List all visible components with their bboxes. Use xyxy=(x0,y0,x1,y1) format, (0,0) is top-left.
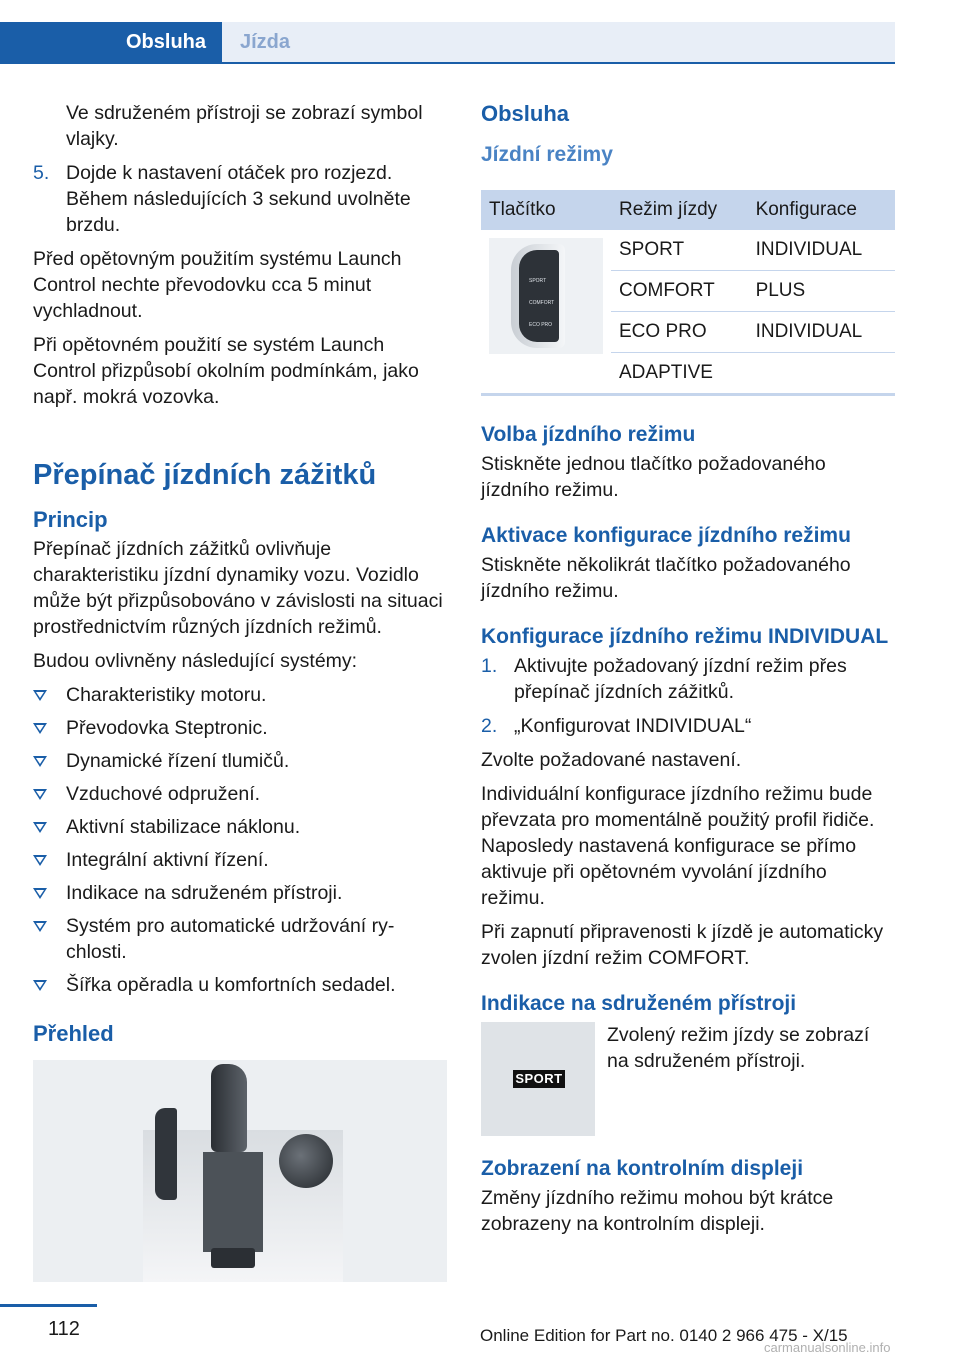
table-row: COMFORT PLUS xyxy=(481,271,895,312)
drive-mode-buttons xyxy=(155,1108,177,1200)
page-header xyxy=(0,0,895,64)
paragraph-reuse: Při opětovném použití se systém Launch Control přizpůsobí okolním podmínkám, jako např. mokrá vozovka. xyxy=(33,334,419,408)
list-item: Převodovka Steptronic. xyxy=(33,715,447,741)
indikace-text: Zvolený režim jízdy se zobrazí na sdruženém přístroji. xyxy=(607,1024,870,1072)
heading-aktivace: Aktivace konfigurace jízdního režimu xyxy=(481,524,851,547)
sport-badge: SPORT xyxy=(513,1070,565,1088)
edition-text: Online Edition for Part no. 0140 2 966 475 - X/15 xyxy=(480,1326,848,1345)
console-overview-image xyxy=(33,1060,447,1282)
table-row: ADAPTIVE xyxy=(619,362,713,383)
indikace-row xyxy=(481,1022,895,1136)
triangle-bullet-icon xyxy=(33,789,47,800)
table-row: SPORT COMFORT ECO PRO SPORT INDIVIDUAL xyxy=(481,230,895,271)
tab-obsluha[interactable]: Obsluha xyxy=(0,22,222,62)
table-header-row: Tlačítko Režim jízdy Konfigurace xyxy=(481,190,895,230)
intro-continuation: Ve sdruženém přístroji se zobrazí symbol vlajky. xyxy=(66,102,423,150)
heading-volba: Volba jízdního režimu xyxy=(481,423,696,446)
paragraph-cooldown: Před opětovným použitím systému Launch Control nechte převodovku cca 5 minut vychladnout. xyxy=(33,248,402,322)
list-item: Integrální aktivní řízení. xyxy=(33,847,447,873)
triangle-bullet-icon xyxy=(33,723,47,734)
table-bottom-rule xyxy=(481,393,895,396)
footer-rule xyxy=(0,1304,97,1307)
heading-prehled: Přehled xyxy=(33,1021,114,1046)
heading-princip: Princip xyxy=(33,507,108,532)
zobrazeni-text: Změny jízdního režimu mohou být krátce zobrazeny na kontrolním displeji. xyxy=(481,1187,834,1235)
heading-zobrazeni: Zobrazení na kontrolním displeji xyxy=(481,1157,804,1180)
volba-text: Stiskněte jednou tlačítko požadovaného jízdního režimu. xyxy=(481,453,826,501)
step-2: 2. „Konfigurovat INDIVIDUAL“ xyxy=(481,715,752,737)
list-item: Charakteristiky motoru. xyxy=(33,682,447,708)
parking-button xyxy=(211,1248,255,1268)
list-item: Dynamické řízení tlumičů. xyxy=(33,748,447,774)
list-item: Vzduchové odpružení. xyxy=(33,781,447,807)
step-1: 1. Aktivujte požadovaný jízdní režim přes přepínač jízdních zážitků. xyxy=(481,655,847,703)
controller-knob xyxy=(279,1134,333,1188)
triangle-bullet-icon xyxy=(33,756,47,767)
page-number: 112 xyxy=(48,1318,80,1340)
triangle-bullet-icon xyxy=(33,921,47,932)
konf-p3: Při zapnutí připravenosti k jízdě je automaticky zvolen jízdní režim COMFORT. xyxy=(481,921,884,969)
cluster-display-image xyxy=(481,1022,595,1136)
list-item: Aktivní stabilizace náklonu. xyxy=(33,814,447,840)
section-title: Přepínač jízdních zážitků xyxy=(33,459,377,491)
table-row: ECO PRO INDIVIDUAL xyxy=(481,312,895,353)
drive-modes-table xyxy=(481,190,895,393)
princip-text: Přepínač jízdních zážitků ovlivňuje charakteristiku jízdní dynamiky vozu. Vozidlo může být přizpůsobováno v závislosti na situaci prostřednictvím různých jízdních režimů. xyxy=(33,538,443,638)
list-item: Systém pro automatické udržování rychlosti. xyxy=(33,913,447,965)
triangle-bullet-icon xyxy=(33,690,47,701)
gear-selector xyxy=(211,1064,247,1152)
step-5: 5. Dojde k nastavení otáček pro rozjezd. Během následujících 3 sekund uvolněte brzdu. xyxy=(33,162,411,236)
triangle-bullet-icon xyxy=(33,888,47,899)
list-item: Šířka opěradla u komfortních sedadel. xyxy=(33,972,447,998)
heading-obsluha: Obsluha xyxy=(481,101,570,126)
header-divider xyxy=(0,62,895,64)
heading-konfigurace: Konfigurace jízdního režimu INDIVIDUAL xyxy=(481,625,889,648)
triangle-bullet-icon xyxy=(33,980,47,991)
konf-p1: Zvolte požadované nastavení. xyxy=(481,749,742,771)
list-item: Indikace na sdruženém přístroji. xyxy=(33,880,447,906)
tab-jizda[interactable]: Jízda xyxy=(222,22,895,62)
drive-mode-button-image: SPORT COMFORT ECO PRO xyxy=(489,238,603,354)
triangle-bullet-icon xyxy=(33,855,47,866)
heading-indikace: Indikace na sdruženém přístroji xyxy=(481,992,797,1015)
right-column xyxy=(481,100,895,1245)
systems-list xyxy=(33,682,447,998)
triangle-bullet-icon xyxy=(33,822,47,833)
konf-p2: Individuální konfigurace jízdního režimu bude převzata pro momentálně použitý profil řidiče. Naposledy nastavená konfigurace se přímo aktivuje při opětovném vyvolání jízdního režimu. xyxy=(481,783,875,909)
left-column xyxy=(33,100,447,1282)
watermark: carmanualsonline.info xyxy=(764,1340,891,1355)
heading-modes: Jízdní režimy xyxy=(481,143,613,166)
aktivace-text: Stiskněte několikrát tlačítko požadovaného jízdního režimu. xyxy=(481,554,851,602)
systems-intro: Budou ovlivněny následující systémy: xyxy=(33,650,358,672)
